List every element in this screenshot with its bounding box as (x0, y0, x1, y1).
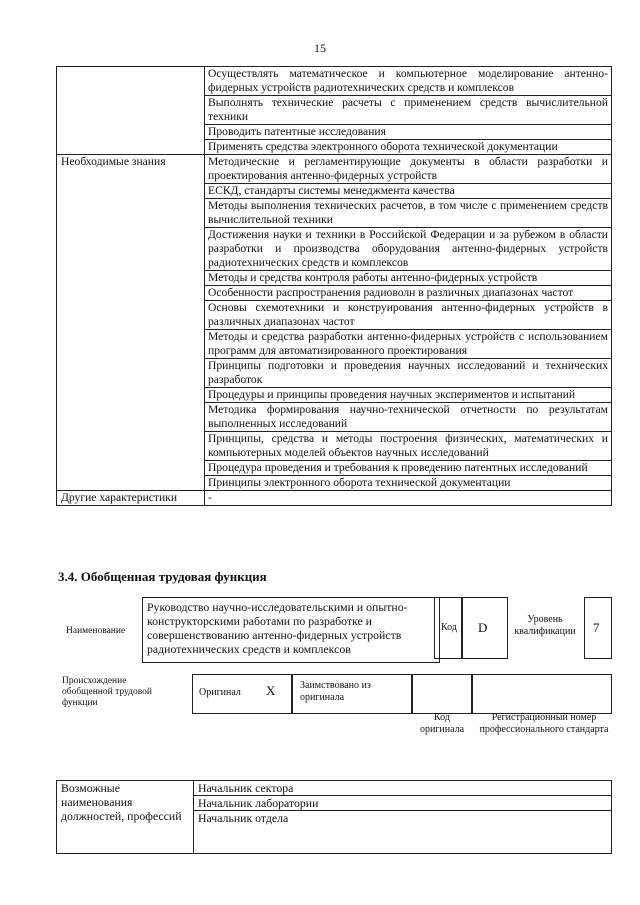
skill-item: Выполнять технические расчеты с применением средств вычислительной техники (205, 96, 612, 125)
knowledge-item: Основы схемотехники и конструирования антенно-фидерных устройств в различных диапазонах частот (205, 301, 612, 330)
knowledge-item: Особенности распространения радиоволн в различных диапазонах частот (205, 286, 612, 301)
knowledge-item: Процедура проведения и требования к проведению патентных исследований (205, 461, 612, 476)
profession-item: Начальник сектора (194, 781, 612, 796)
other-characteristics-label: Другие характеристики (57, 491, 205, 506)
section-title: 3.4. Обобщенная трудовая функция (58, 569, 267, 584)
borrowed-label: Заимствовано из оригинала (300, 680, 371, 703)
knowledge-item: Методические и регламентирующие документы в области разработки и проектирования антенно-фидерных устройств (205, 155, 612, 184)
code-value: D (478, 620, 488, 635)
knowledge-item: Принципы подготовки и проведения научных исследований и технических разработок (205, 359, 612, 388)
knowledge-item: Методы и средства контроля работы антенно-фидерных устройств (205, 271, 612, 286)
origin-label: Происхождение обобщенной трудовой функции (62, 676, 152, 708)
qualification-level-label: Уровень квалификации (514, 614, 576, 637)
knowledge-item: Методы выполнения технических расчетов, в том числе с применением средств вычислительной техники (205, 199, 612, 228)
professions-label: Возможные наименования должностей, профессий (57, 781, 194, 854)
knowledge-item: Методы и средства разработки антенно-фидерных устройств с использованием программ для автоматизированного проектирования (205, 330, 612, 359)
skill-item: Осуществлять математическое и компьютерное моделирование антенно-фидерных устройств радиотехнических средств и комплексов (205, 67, 612, 96)
page-number: 15 (314, 41, 326, 55)
skill-item: Проводить патентные исследования (205, 125, 612, 140)
profession-item: Начальник лаборатории (194, 796, 612, 811)
knowledge-item: Методика формирования научно-технической отчетности по результатам выполненных исследований (205, 403, 612, 432)
continued-label-cell (57, 67, 205, 155)
knowledge-item: Процедуры и принципы проведения научных экспериментов и испытаний (205, 388, 612, 403)
knowledge-item: Принципы, средства и методы построения физических, математических и компьютерных моделей объектов научных исследований (205, 432, 612, 461)
skill-item: Применять средства электронного оборота технической документации (205, 140, 612, 155)
code-label: Код (441, 622, 457, 633)
knowledge-item: Принципы электронного оборота технической документации (205, 476, 612, 491)
other-characteristics-value: - (205, 491, 612, 506)
function-name-box (142, 597, 440, 663)
profession-item: Начальник отдела (194, 811, 612, 854)
knowledge-label: Необходимые знания (57, 155, 205, 491)
knowledge-item: ЕСКД, стандарты системы менеджмента качества (205, 184, 612, 199)
competency-table (56, 66, 612, 506)
function-name-value: Руководство научно-исследовательскими и опытно-конструкторскими работами по разработке и совершенствованию антенно-фидерных устройств радиотехнических средств и комплексов (147, 600, 408, 656)
qualification-level-value: 7 (593, 620, 600, 635)
name-label: Наименование (66, 626, 126, 636)
original-mark: X (266, 683, 276, 698)
reg-number-cell (472, 674, 612, 714)
reg-number-label: Регистрационный номер профессионального стандарта (479, 712, 609, 735)
original-label: Оригинал (199, 687, 241, 698)
knowledge-item: Достижения науки и техники в Российской Федерации и за рубежом в области разработки и производства оборудования антенно-фидерных устройств радиотехнических средств и комплексов (205, 228, 612, 271)
professions-table (56, 780, 612, 854)
code-original-cell (412, 674, 472, 714)
code-original-label: Код оригинала (419, 712, 465, 735)
